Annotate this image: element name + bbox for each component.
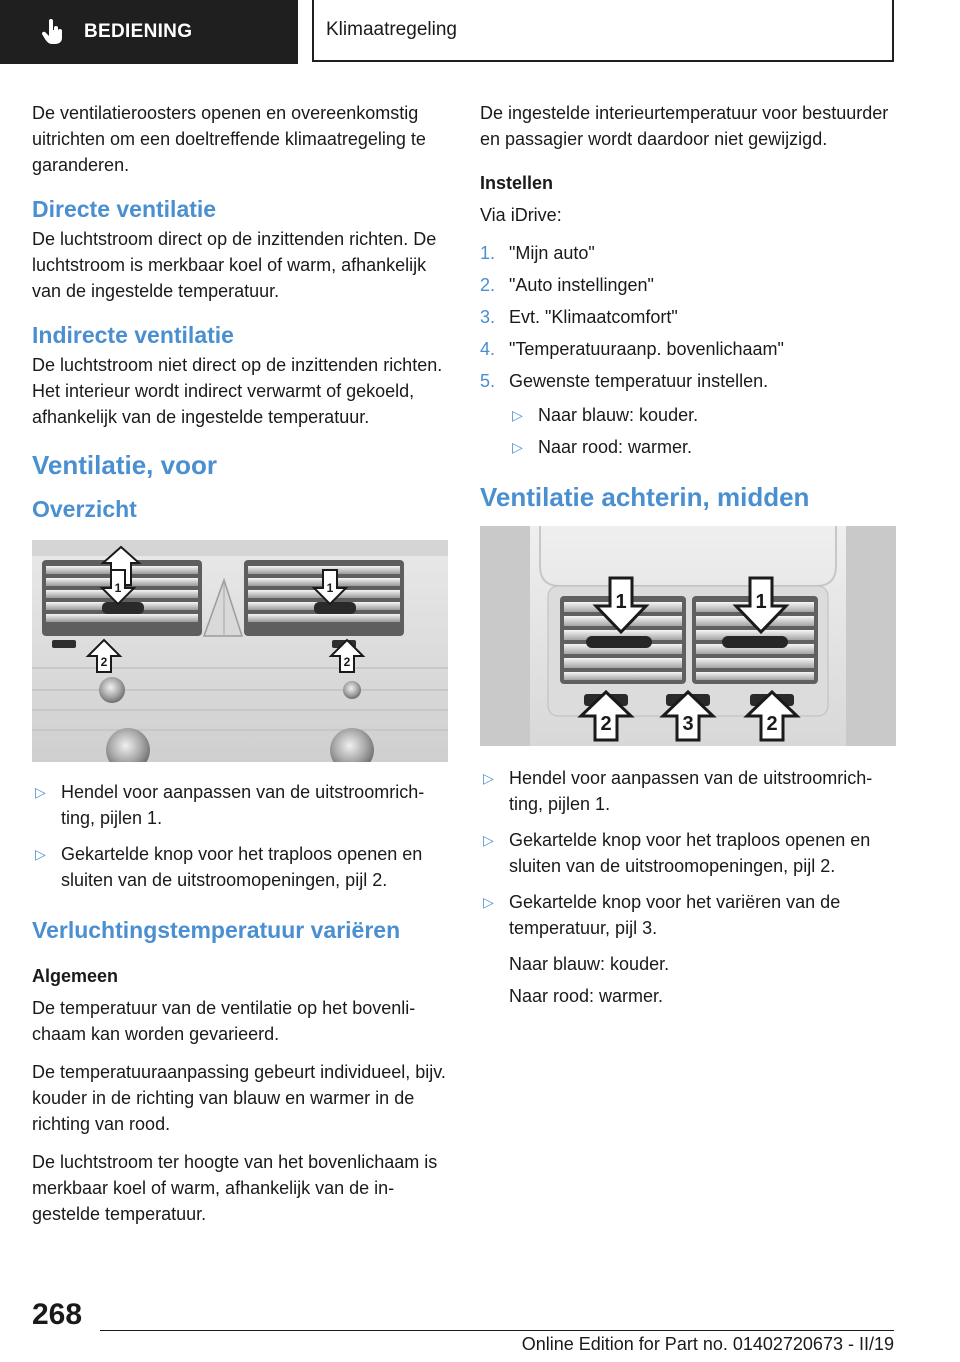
list-item: ▷ Gekartelde knop voor het variëren van de temperatuur, pijl 3. [480,889,896,941]
indirect-ventilation-heading: Indirecte ventilatie [32,322,234,348]
list-item: ▷ Gekartelde knop voor het traploos openen en sluiten van de uitstroomopeningen, pijl 2. [32,841,448,893]
front-arrow-2-right-label: 2 [343,655,351,669]
rear-arrow-3-label: 3 [682,713,694,735]
general-heading: Algemeen [32,966,119,986]
steps-list [480,240,896,460]
general-paragraph-1: De temperatuur van de ventilatie op het bovenlichaam kan worden gevarieerd. [32,998,416,1044]
indirect-ventilation-text: De luchtstroom niet direct op de inzittenden richten. Het interieur wordt indirect verwarmt of gekoeld, afhankelijk van de ingestelde temperatuur. [32,355,443,427]
general-paragraph-3: De luchtstroom ter hoogte van het bovenlichaam is merkbaar koel of warm, afhankelijk van de ingestelde temperatuur. [32,1152,438,1224]
note-blue: Naar blauw: kouder. [509,954,670,974]
triangle-bullet-icon: ▷ [35,784,46,800]
triangle-bullet-icon: ▷ [483,832,494,848]
chapter-tab [312,0,894,62]
footer-divider [100,1330,894,1331]
front-arrow-1-left-label: 1 [114,581,122,595]
front-arrow-2-left-label: 2 [100,655,108,669]
page-number: 268 [32,1298,83,1331]
front-vents-list [32,779,448,893]
section-label: BEDIENING [84,21,193,42]
triangle-bullet-icon: ▷ [512,407,523,423]
temperature-heading: Verluchtingstemperatuur variëren [32,917,401,943]
note-red: Naar rood: warmer. [509,986,664,1006]
setup-heading: Instellen [480,173,554,193]
overview-heading: Overzicht [32,496,137,522]
front-arrow-1-right-label: 1 [326,581,334,595]
rear-vents-photo [480,526,896,753]
right-column [480,100,896,1015]
list-item: ▷ Gekartelde knop voor het traploos openen en sluiten van de uitstroomopeningen, pijl 2. [480,827,896,879]
list-item: ▷ Hendel voor aanpassen van de uitstroomrichting, pijlen 1. [480,765,896,817]
front-ventilation-heading: Ventilatie, voor [32,450,217,480]
rear-arrow-2-left-label: 2 [600,713,612,735]
direct-ventilation-heading: Directe ventilatie [32,196,217,222]
footer-edition: Online Edition for Part no. 01402720673 - II/19 [521,1334,894,1354]
triangle-bullet-icon: ▷ [483,894,494,910]
list-item: 4. "Temperatuuraanp. bovenlichaam" [480,339,784,359]
triangle-bullet-icon: ▷ [35,846,46,862]
via-idrive-text: Via iDrive: [480,205,562,225]
rear-ventilation-heading: Ventilatie achterin, midden [480,482,810,512]
front-vents-photo [32,540,448,769]
intro-paragraph: De ventilatieroosters openen en overeenkomstig uitrichten om een doeltreffende klimaatregeling te garanderen. [32,103,426,175]
list-item: ▷ Naar rood: warmer. [509,434,896,460]
chapter-label: Klimaatregeling [326,19,457,40]
list-item: 1. "Mijn auto" [480,243,595,263]
left-column [32,100,448,1239]
substeps-list [509,402,896,460]
list-item: 5. Gewenste temperatuur instellen. ▷ Naar blauw: kouder. ▷ Naar rood: warmer. [480,368,896,460]
general-paragraph-2: De temperatuuraanpassing gebeurt individueel, bijv. kouder in de richting van blauw en warmer in de richting van rood. [32,1062,446,1134]
rear-vents-list [480,765,896,941]
section-tab [0,0,298,64]
list-item: ▷ Hendel voor aanpassen van de uitstroomrichting, pijlen 1. [32,779,448,831]
triangle-bullet-icon: ▷ [512,439,523,455]
rear-arrow-2-right-label: 2 [766,713,778,735]
rear-arrow-1-left-label: 1 [615,591,627,613]
triangle-bullet-icon: ▷ [483,770,494,786]
list-item: 3. Evt. "Klimaatcomfort" [480,307,678,327]
rear-arrow-1-right-label: 1 [755,591,767,613]
list-item: 2. "Auto instellingen" [480,275,654,295]
right-intro-paragraph: De ingestelde interieurtemperatuur voor bestuurder en passagier wordt daardoor niet gewijzigd. [480,103,889,149]
direct-ventilation-text: De luchtstroom direct op de inzittenden richten. De luchtstroom is merkbaar koel of warm, afhankelijk van de ingestelde temperatuur. [32,229,437,301]
list-item: ▷ Naar blauw: kouder. [509,402,896,428]
hand-pointer-icon [42,19,64,45]
